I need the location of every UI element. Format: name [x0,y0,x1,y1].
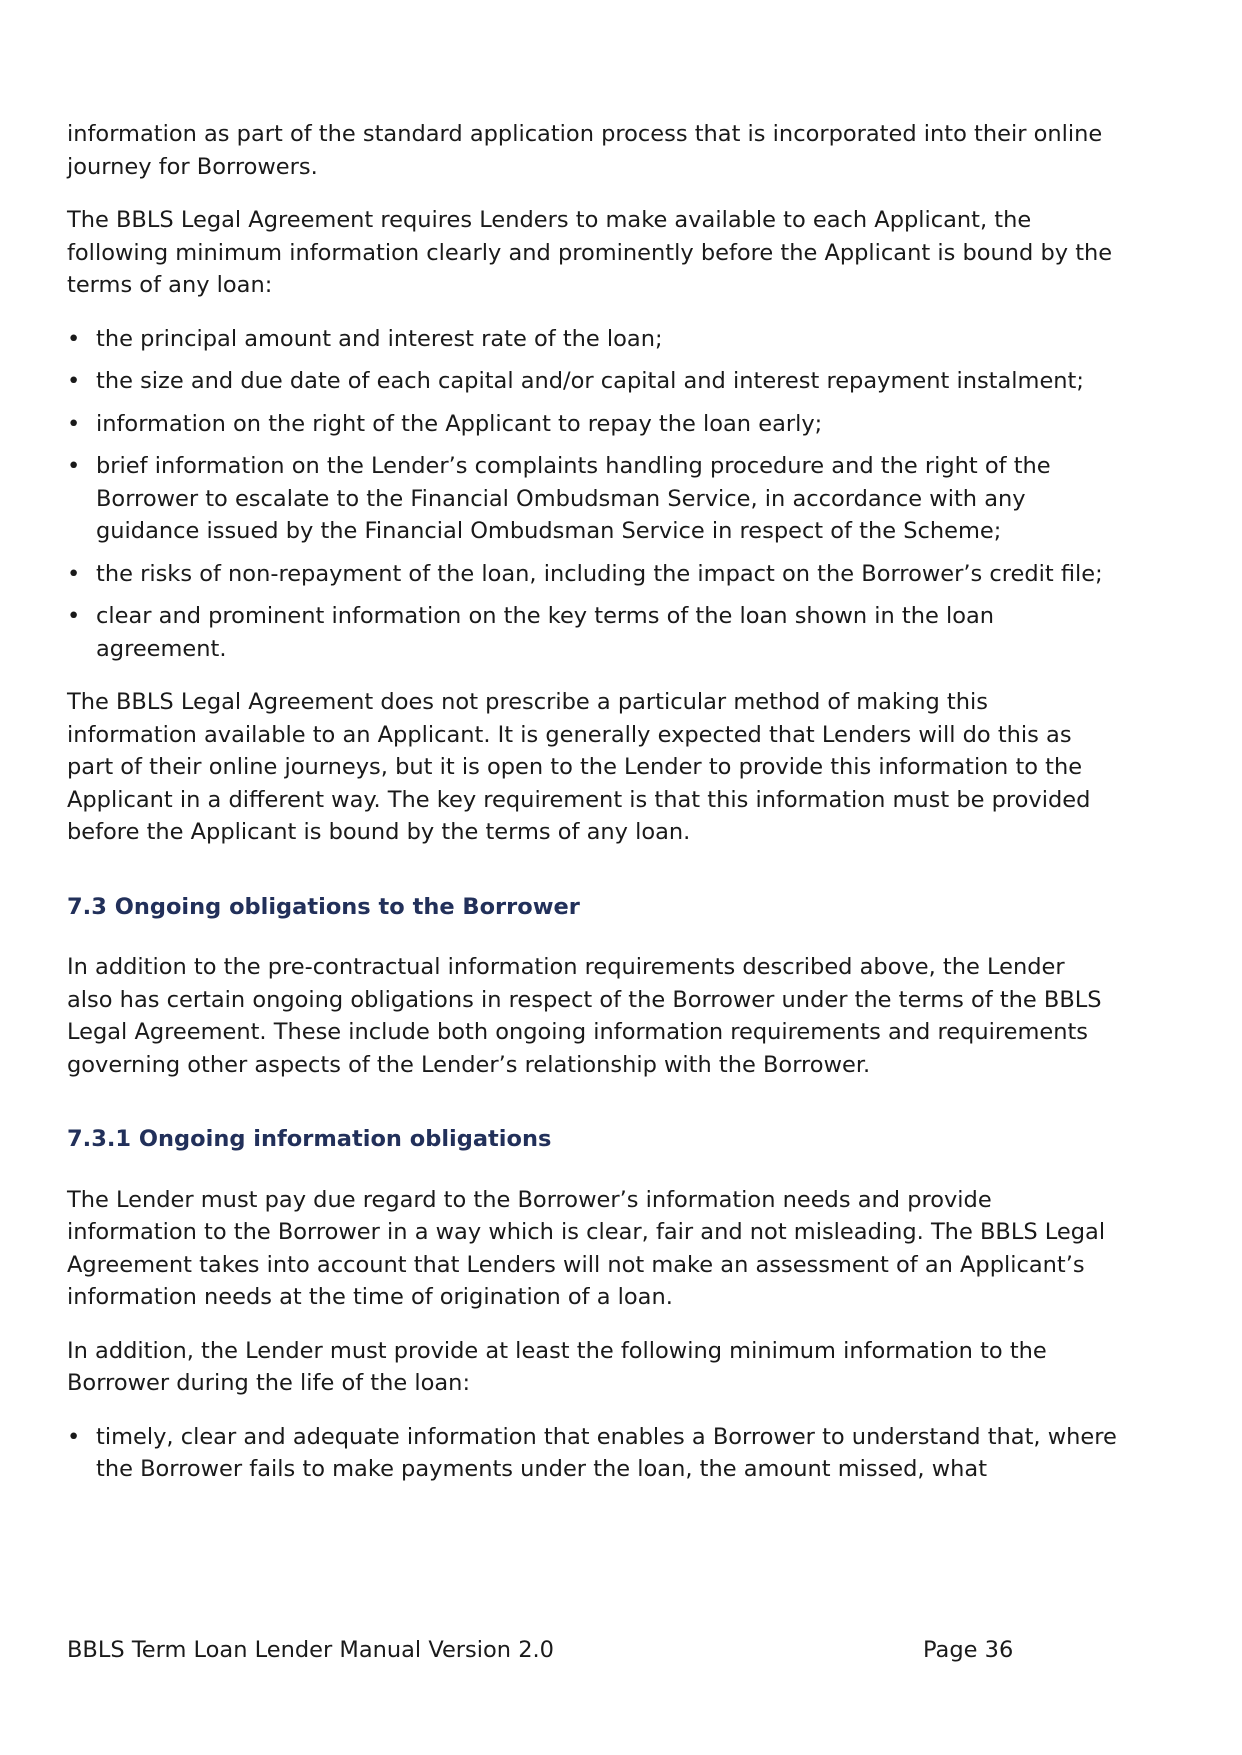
bullet-icon: • [67,325,81,352]
list-item [67,558,1117,591]
paragraph-minimum-information-intro: The BBLS Legal Agreement requires Lenders to make available to each Applicant, the following minimum information clearly and prominently before the Applicant is bound by the terms of any loan: [67,207,1113,298]
bullet-icon: • [67,410,81,437]
minimum-information-list [67,323,1117,666]
bullet-icon: • [67,560,81,587]
section-heading-7-3: 7.3 Ongoing obligations to the Borrower [67,893,580,920]
list-item-text: information on the right of the Applicant to repay the loan early; [96,410,823,437]
document-body [67,118,1117,1507]
footer-document-title: BBLS Term Loan Lender Manual Version 2.0 [67,1637,554,1663]
footer-page-number: Page 36 [923,1637,1014,1663]
section-heading-7-3-1: 7.3.1 Ongoing information obligations [67,1126,552,1152]
list-item-text: brief information on the Lender’s complaints handling procedure and the right of the Borrower to escalate to the Financial Ombudsman Service, in accordance with any guidance issued by the Financial Ombudsman Service in respect of the Scheme; [96,453,1051,544]
paragraph-method-of-provision: The BBLS Legal Agreement does not prescribe a particular method of making this information available to an Applicant. It is generally expected that Lenders will do this as part of their online journeys, but it is open to the Lender to provide this information to the Applicant in a different way. The key requirement is that this information must be provided before the Applicant is bound by the terms of any loan. [67,689,1091,845]
list-item [67,408,1117,441]
bullet-icon: • [67,453,81,479]
bullet-icon: • [67,603,81,629]
list-item-text: timely, clear and adequate information that enables a Borrower to understand that, where the Borrower fails to make payments under the loan, the amount missed, what [96,1423,1117,1482]
list-item-text: the size and due date of each capital and/or capital and interest repayment instalment; [96,368,1084,394]
list-item [67,450,1117,548]
bullet-icon: • [67,368,81,394]
ongoing-information-list [67,1421,1117,1486]
paragraph-information-needs: The Lender must pay due regard to the Borrower’s information needs and provide information to the Borrower in a way which is clear, fair and not misleading. The BBLS Legal Agreement takes into account that Lenders will not make an assessment of an Applicant’s information needs at the time of origination of a loan. [67,1186,1106,1310]
paragraph-minimum-ongoing-information: In addition, the Lender must provide at least the following minimum information to the Borrower during the life of the loan: [67,1337,1047,1396]
list-item-text: the principal amount and interest rate of the loan; [96,325,663,352]
list-item [67,323,1117,356]
list-item [67,365,1117,398]
paragraph-continuation: information as part of the standard application process that is incorporated into their online journey for Borrowers. [67,121,1103,180]
paragraph-ongoing-obligations: In addition to the pre-contractual information requirements described above, the Lender also has certain ongoing obligations in respect of the Borrower under the terms of the BBLS Legal Agreement. These include both ongoing information requirements and requirements governing other aspects of the Lender’s relationship with the Borrower. [67,954,1102,1078]
list-item-text: the risks of non-repayment of the loan, including the impact on the Borrower’s credit file; [96,560,1103,587]
list-item-text: clear and prominent information on the key terms of the loan shown in the loan agreement. [96,603,995,662]
list-item [67,600,1117,665]
list-item [67,1421,1117,1486]
bullet-icon: • [67,1423,81,1450]
